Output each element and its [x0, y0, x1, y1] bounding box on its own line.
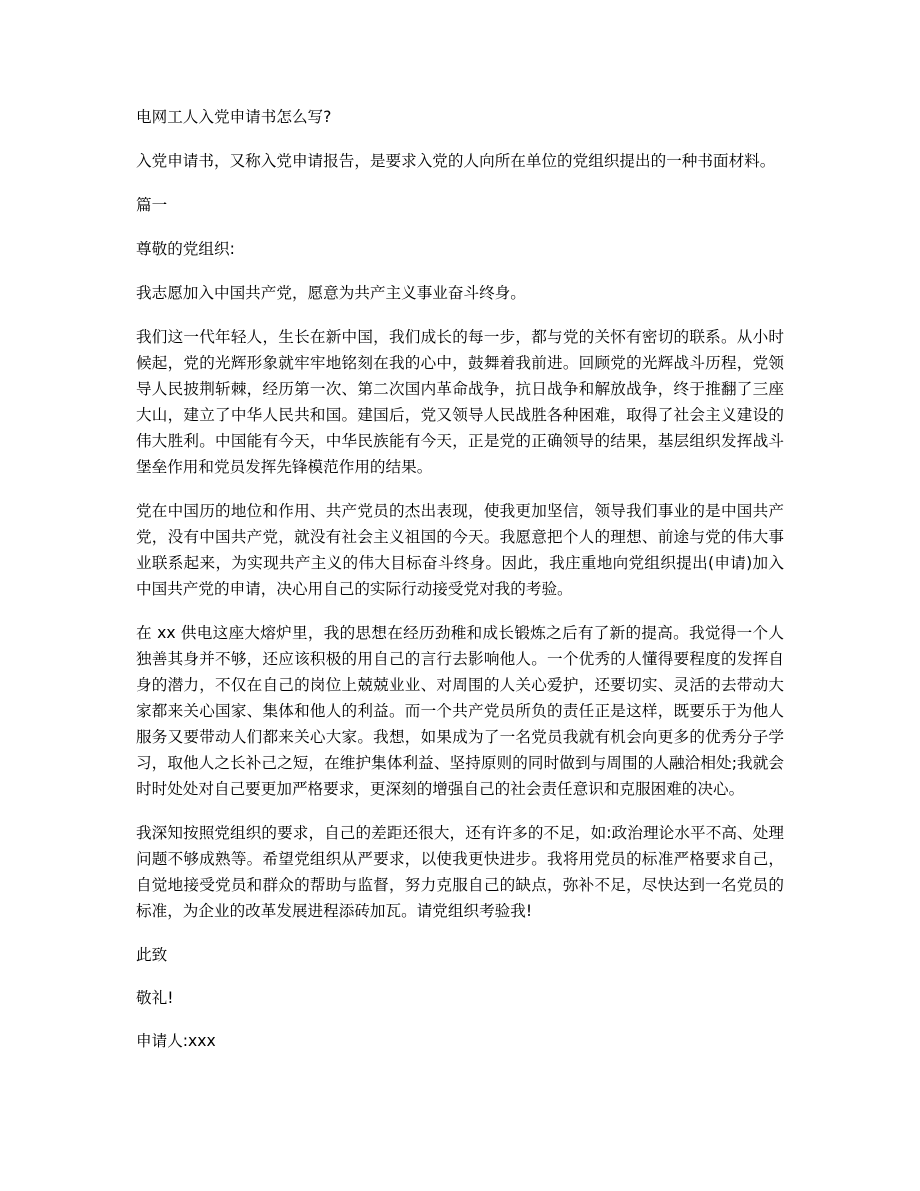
- body-paragraph: 我志愿加入中国共产党，愿意为共产主义事业奋斗终身。: [136, 284, 526, 302]
- closing-line: 此致: [136, 946, 168, 964]
- document-page: [136, 104, 784, 1071]
- body-paragraph: 党在中国历的地位和作用、共产党员的杰出表现，使我更加坚信，领导我们事业的是中国共产党，没有中国共产党，就没有社会主义祖国的今天。我愿意把个人的理想、前途与党的伟大事业联系起来，为实现共产主义的伟大目标奋斗终身。因此，我庄重地向党组织提出(申请)加入中国共产党的申请，决心用自己的实际行动接受党对我的考验。: [136, 502, 784, 598]
- document-title: 电网工人入党申请书怎么写?: [136, 108, 332, 126]
- intro-paragraph: 入党申请书，又称入党申请报告，是要求入党的人向所在单位的党组织提出的一种书面材料。: [136, 152, 776, 170]
- body-paragraph: 我深知按照党组织的要求，自己的差距还很大，还有许多的不足，如:政治理论水平不高、处理问题不够成熟等。希望党组织从严要求，以使我更快进步。我将用党员的标准严格要求自己，自觉地接受党员和群众的帮助与监督，努力克服自己的缺点，弥补不足，尽快达到一名党员的标准，为企业的改革发展进程添砖加瓦。请党组织考验我!: [136, 824, 784, 920]
- body-paragraph: 我们这一代年轻人，生长在新中国，我们成长的每一步，都与党的关怀有密切的联系。从小时候起，党的光辉形象就牢牢地铭刻在我的心中，鼓舞着我前进。回顾党的光辉战斗历程，党领导人民披荆斩棘，经历第一次、第二次国内革命战争，抗日战争和解放战争，终于推翻了三座大山，建立了中华人民共和国。建国后，党又领导人民战胜各种困难，取得了社会主义建设的伟大胜利。中国能有今天，中华民族能有今天，正是党的正确领导的结果，基层组织发挥战斗堡垒作用和党员发挥先锋模范作用的结果。: [136, 328, 784, 476]
- signature: 申请人:xxx: [136, 1032, 216, 1050]
- salutation: 尊敬的党组织:: [136, 240, 235, 258]
- body-paragraph: 在 xx 供电这座大熔炉里，我的思想在经历劲稚和成长锻炼之后有了新的提高。我觉得一个人独善其身并不够，还应该积极的用自己的言行去影响他人。一个优秀的人懂得要程度的发挥自身的潜力，不仅在自己的岗位上兢兢业业、对周围的人关心爱护，还要切实、灵活的去带动大家都来关心国家、集体和他人的利益。而一个共产党员所负的责任正是这样，既要乐于为他人服务又要带动人们都来关心大家。我想，如果成为了一名党员我就有机会向更多的优秀分子学习，取他人之长补己之短，在维护集体利益、坚持原则的同时做到与周围的人融洽相处;我就会时时处处对自己要更加严格要求，更深刻的增强自己的社会责任意识和克服困难的决心。: [136, 624, 784, 798]
- closing-regards: 敬礼!: [136, 989, 174, 1007]
- section-heading: 篇一: [136, 196, 168, 214]
